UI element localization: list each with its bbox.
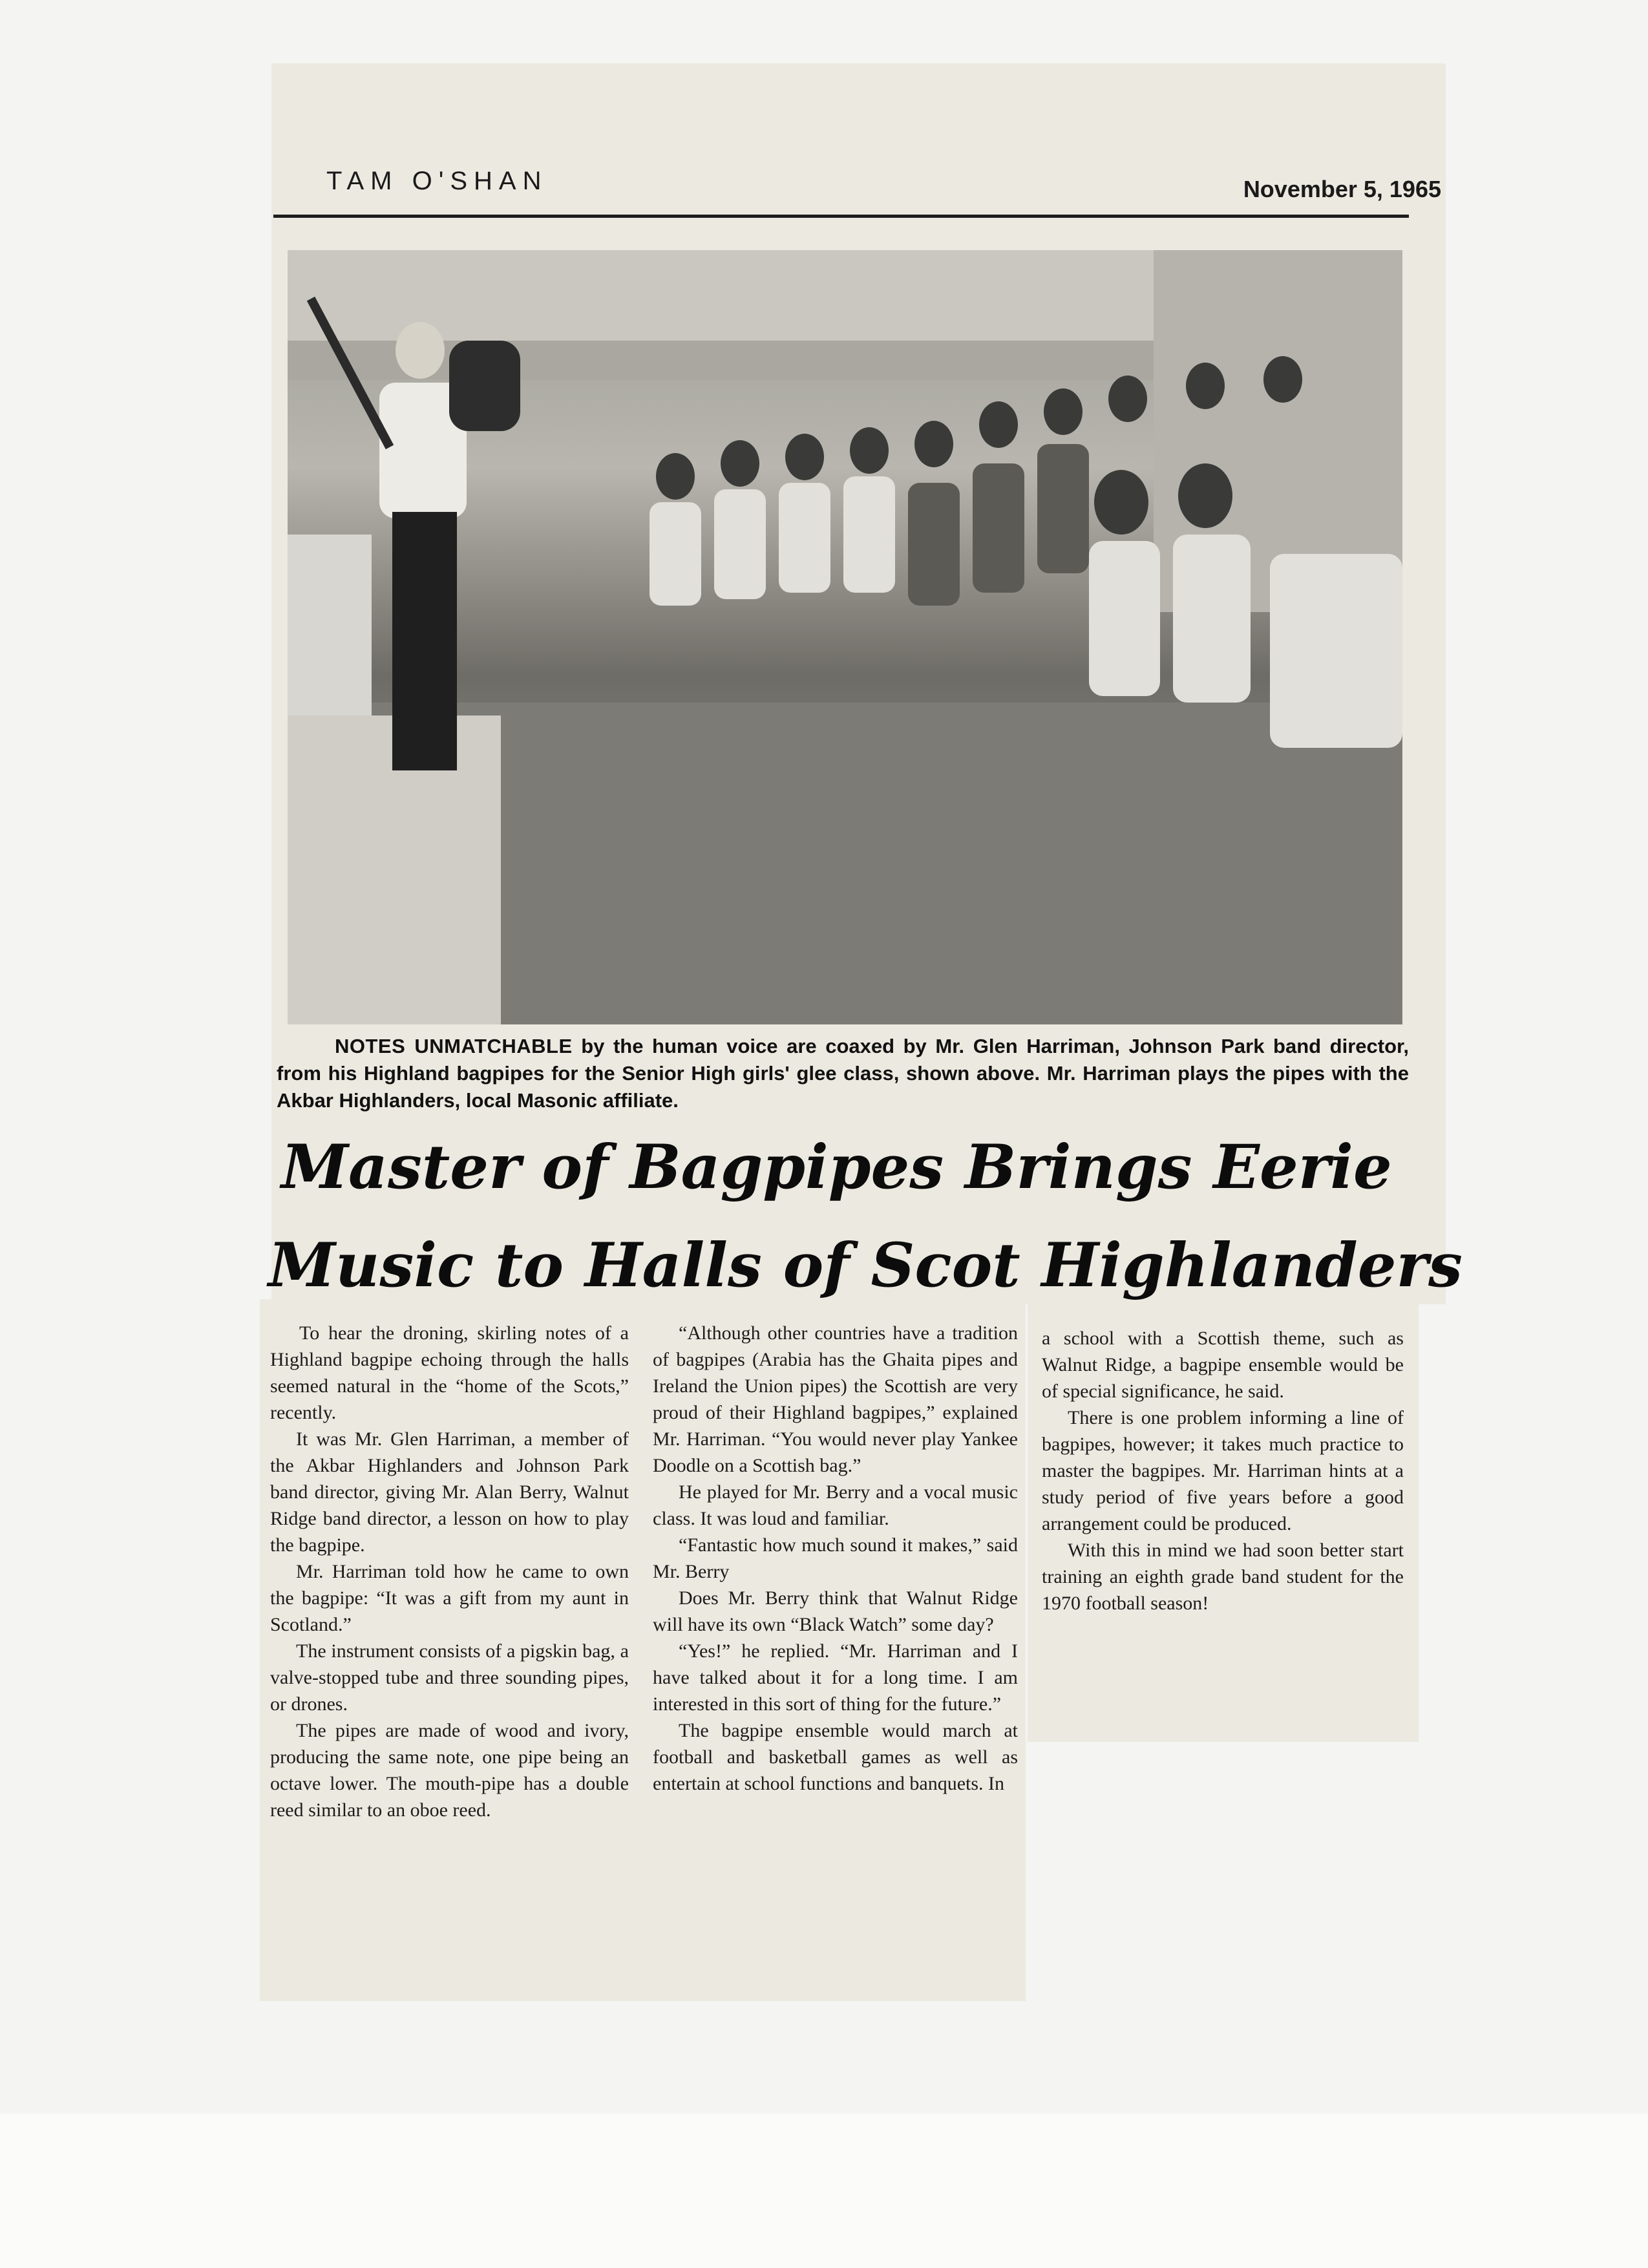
paragraph: Mr. Harriman told how he came to own the bagpipe: “It was a gift from my aunt in Scotland.” bbox=[270, 1561, 629, 1635]
masthead: TAM O'SHAN bbox=[326, 167, 548, 195]
photo-caption bbox=[277, 1033, 1409, 1114]
paragraph: It was Mr. Glen Harriman, a member of the Akbar Highlanders and Johnson Park band director, giving Mr. Alan Berry, Walnut Ridge band director, a lesson on how to play the bagpipe. bbox=[270, 1428, 629, 1556]
caption-lead: NOTES UNMATCHABLE bbox=[335, 1035, 573, 1057]
paragraph: There is one problem informing a line of bagpipes, however; it takes much practice to master the bagpipes. Mr. Harriman hints at a study period of five years before a good arrangement could be produced. bbox=[1042, 1407, 1404, 1534]
paragraph: With this in mind we had soon better start training an eighth grade band student for the 1970 football season! bbox=[1042, 1540, 1404, 1614]
caption-text: by the human voice are coaxed by Mr. Glen Harriman, Johnson Park band director, from his Highland bagpipes for the Senior High girls' glee class, shown above. Mr. Harriman plays the pipes with the Akbar Highlanders, local Masonic affiliate. bbox=[277, 1035, 1409, 1112]
article-column-2 bbox=[653, 1320, 1018, 1797]
issue-date: November 5, 1965 bbox=[1243, 176, 1441, 202]
scanner-background bbox=[0, 2114, 1648, 2268]
article-column-3 bbox=[1042, 1325, 1404, 1616]
paragraph: The bagpipe ensemble would march at football and basketball games as well as entertain at school functions and banquets. In bbox=[653, 1720, 1018, 1794]
article-column-1 bbox=[270, 1320, 629, 1823]
paragraph: “Although other countries have a tradition of bagpipes (Arabia has the Ghaita pipes and Ireland the Union pipes) the Scottish are very proud of their Highland bagpipes,” explained Mr. Harriman. “You would never play Yankee Doodle on a Scottish bag.” bbox=[653, 1322, 1018, 1476]
headline-line-1: Master of Bagpipes Brings Eerie bbox=[281, 1132, 1392, 1203]
paragraph: He played for Mr. Berry and a vocal music class. It was loud and familiar. bbox=[653, 1481, 1018, 1529]
header-rule bbox=[273, 215, 1409, 218]
paragraph: “Fantastic how much sound it makes,” said Mr. Berry bbox=[653, 1534, 1018, 1582]
article-photo bbox=[288, 250, 1402, 1024]
photo-illustration bbox=[288, 250, 1402, 1024]
headline-line-2: Music to Halls of Scot Highlanders bbox=[268, 1230, 1463, 1301]
paragraph: “Yes!” he replied. “Mr. Harriman and I have talked about it for a long time. I am interested in this sort of thing for the future.” bbox=[653, 1640, 1018, 1715]
paragraph: The instrument consists of a pigskin bag, a valve-stopped tube and three sounding pipes, or drones. bbox=[270, 1640, 629, 1715]
paragraph: The pipes are made of wood and ivory, producing the same note, one pipe being an octave lower. The mouth-pipe has a double reed similar to an oboe reed. bbox=[270, 1720, 629, 1821]
paragraph: To hear the droning, skirling notes of a Highland bagpipe echoing through the halls seemed natural in the “home of the Scots,” recently. bbox=[270, 1322, 629, 1423]
paragraph: Does Mr. Berry think that Walnut Ridge will have its own “Black Watch” some day? bbox=[653, 1587, 1018, 1635]
article-headline bbox=[268, 1118, 1463, 1315]
paragraph: a school with a Scottish theme, such as Walnut Ridge, a bagpipe ensemble would be of special significance, he said. bbox=[1042, 1328, 1404, 1402]
